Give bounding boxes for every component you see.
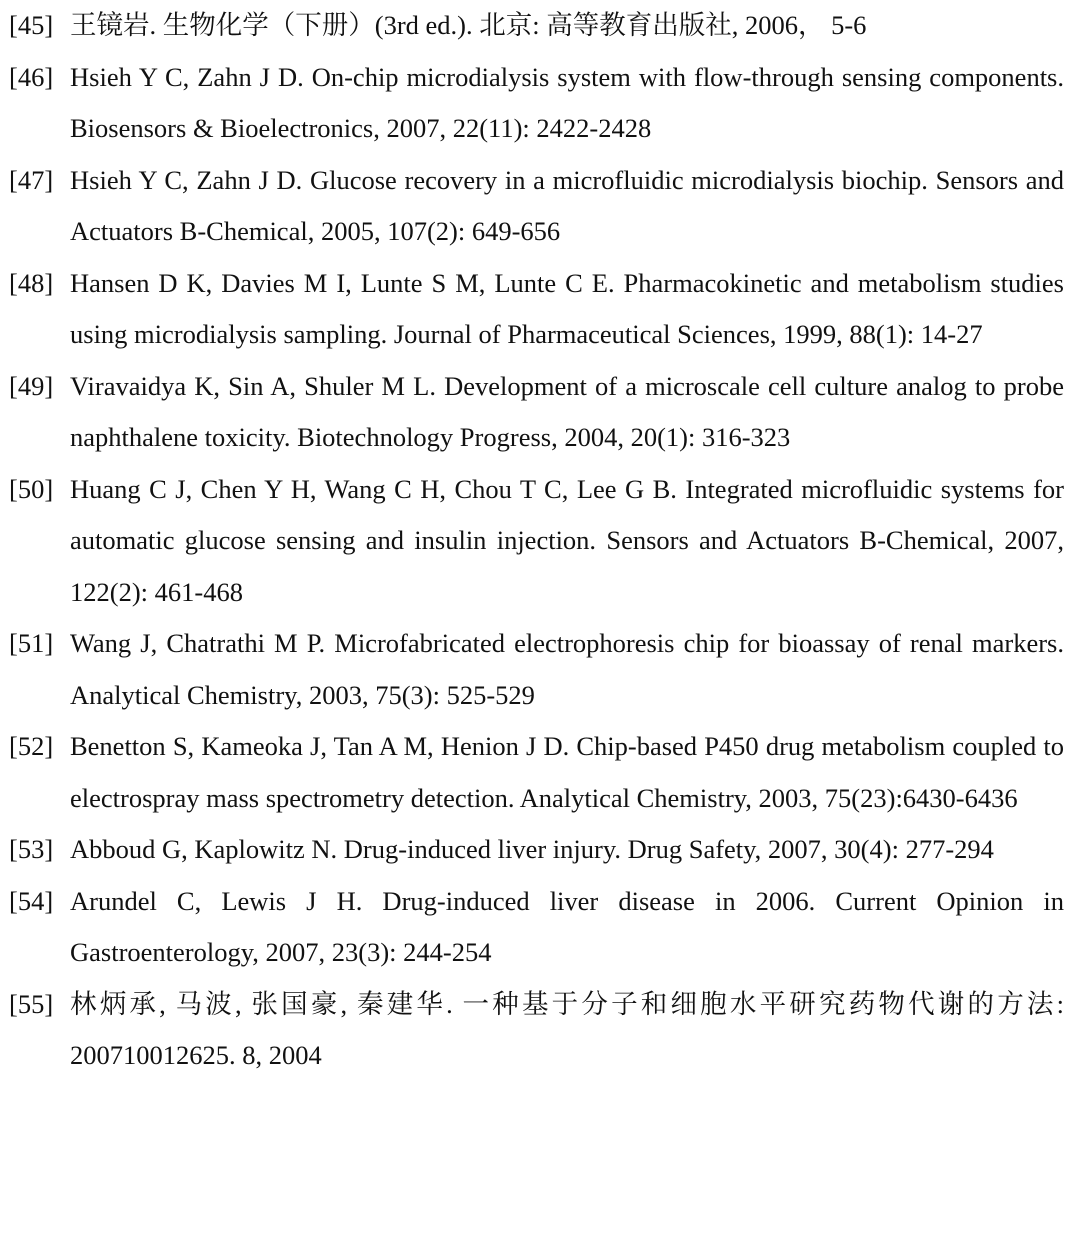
- reference-entry: [0, 618, 1080, 721]
- reference-number: [54]: [9, 885, 54, 916]
- reference-number: [46]: [9, 61, 54, 92]
- reference-text: Wang J, Chatrathi M P. Microfabricated electrophoresis chip for bioassay of renal markers. Analytical Chemistry, 2003, 75(3): 525-529: [70, 628, 1064, 710]
- reference-entry: [0, 52, 1080, 155]
- reference-entry: [0, 721, 1080, 824]
- reference-text: Hsieh Y C, Zahn J D. On-chip microdialysis system with flow-through sensing components. Biosensors & Bioelectronics, 2007, 22(11): 2422-2428: [70, 61, 1064, 143]
- reference-entry: [0, 0, 1080, 52]
- reference-number: [52]: [9, 731, 54, 761]
- reference-number: [49]: [9, 370, 54, 401]
- reference-text: Benetton S, Kameoka J, Tan A M, Henion J D. Chip-based P450 drug metabolism coupled to electrospray mass spectrometry detection. Analytical Chemistry, 2003, 75(23):6430-6436: [70, 731, 1064, 813]
- reference-text: 林炳承, 马波, 张国豪, 秦建华. 一种基于分子和细胞水平研究药物代谢的方法: 200710012625. 8, 2004: [70, 988, 1064, 1070]
- reference-number: [51]: [9, 628, 54, 658]
- reference-entry: [0, 876, 1080, 979]
- reference-number: [55]: [9, 988, 54, 1019]
- reference-text: Hsieh Y C, Zahn J D. Glucose recovery in a microfluidic microdialysis biochip. Sensors and Actuators B-Chemical, 2005, 107(2): 649-656: [70, 164, 1064, 246]
- reference-text: 王镜岩. 生物化学（下册）(3rd ed.). 北京: 高等教育出版社, 2006， 5-6: [70, 10, 867, 40]
- reference-text: Hansen D K, Davies M I, Lunte S M, Lunte C E. Pharmacokinetic and metabolism studies using microdialysis sampling. Journal of Pharmaceutical Sciences, 1999, 88(1): 14-27: [70, 267, 1064, 349]
- reference-entry: [0, 258, 1080, 361]
- reference-entry: [0, 824, 1080, 876]
- reference-text: Abboud G, Kaplowitz N. Drug-induced liver injury. Drug Safety, 2007, 30(4): 277-294: [70, 834, 994, 864]
- reference-entry: [0, 979, 1080, 1082]
- reference-text: Viravaidya K, Sin A, Shuler M L. Development of a microscale cell culture analog to probe naphthalene toxicity. Biotechnology Progress, 2004, 20(1): 316-323: [70, 370, 1064, 452]
- reference-entry: [0, 361, 1080, 464]
- reference-number: [47]: [9, 164, 54, 195]
- reference-number: [53]: [9, 834, 54, 864]
- reference-text: Huang C J, Chen Y H, Wang C H, Chou T C, Lee G B. Integrated microfluidic systems for automatic glucose sensing and insulin injection. Sensors and Actuators B-Chemical, 2007, 122(2): 461-468: [70, 473, 1064, 607]
- reference-entry: [0, 464, 1080, 619]
- reference-number: [48]: [9, 267, 54, 298]
- reference-number: [45]: [9, 10, 54, 40]
- reference-number: [50]: [9, 473, 54, 504]
- reference-text: Arundel C, Lewis J H. Drug-induced liver disease in 2006. Current Opinion in Gastroenterology, 2007, 23(3): 244-254: [70, 885, 1064, 967]
- reference-entry: [0, 155, 1080, 258]
